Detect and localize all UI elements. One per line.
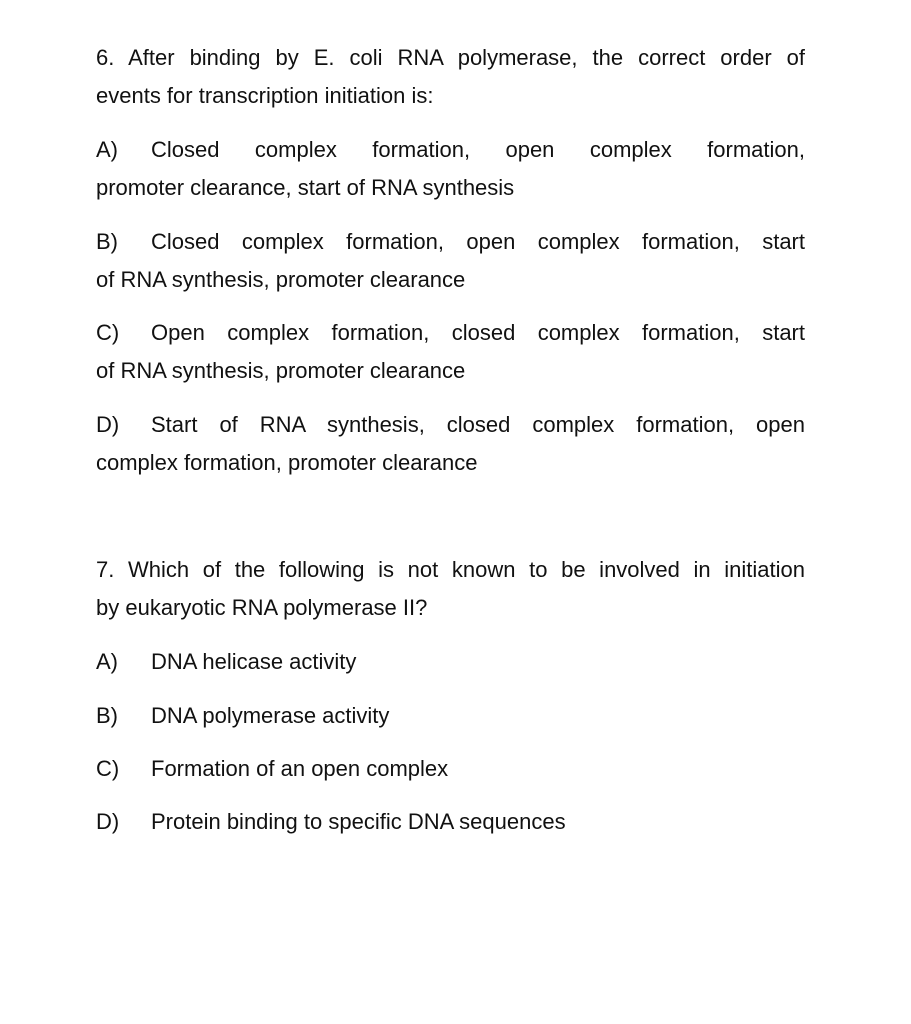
stem-line: events for transcription initiation is:	[96, 83, 434, 108]
option-text: Closed complex formation, open complex formation,	[151, 137, 805, 162]
option-text: Formation of an open complex	[151, 756, 449, 781]
option-label: C)	[96, 320, 120, 345]
question-7-option-c	[96, 750, 805, 788]
question-6-option-b	[96, 223, 805, 299]
question-7-option-b	[96, 697, 805, 735]
question-6-option-c	[96, 314, 805, 390]
option-label: B)	[96, 703, 118, 728]
option-text: Protein binding to specific DNA sequences	[151, 809, 566, 834]
option-text: Start of RNA synthesis, closed complex formation, open	[151, 412, 805, 437]
option-label: C)	[96, 756, 120, 781]
question-7-option-a	[96, 643, 805, 681]
option-text: Closed complex formation, open complex formation, start	[151, 229, 805, 254]
option-label: A)	[96, 137, 118, 162]
stem-line: by eukaryotic RNA polymerase II?	[96, 595, 428, 620]
option-text: DNA helicase activity	[151, 649, 357, 674]
question-6-option-a	[96, 131, 805, 207]
stem-line: 7. Which of the following is not known to be involved in initiation	[96, 557, 805, 582]
option-label: D)	[96, 412, 120, 437]
question-7-stem	[96, 551, 805, 627]
option-label: D)	[96, 809, 120, 834]
stem-line: 6. After binding by E. coli RNA polymerase, the correct order of	[96, 45, 805, 70]
option-text: of RNA synthesis, promoter clearance	[96, 267, 466, 292]
option-label: A)	[96, 649, 118, 674]
option-label: B)	[96, 229, 118, 254]
option-text: DNA polymerase activity	[151, 703, 390, 728]
option-text: Open complex formation, closed complex formation, start	[151, 320, 805, 345]
question-6-stem	[96, 39, 805, 115]
option-text: complex formation, promoter clearance	[96, 450, 478, 475]
option-text: promoter clearance, start of RNA synthesis	[96, 175, 515, 200]
question-7-option-d	[96, 803, 805, 841]
option-text: of RNA synthesis, promoter clearance	[96, 358, 466, 383]
question-6-option-d	[96, 406, 805, 482]
